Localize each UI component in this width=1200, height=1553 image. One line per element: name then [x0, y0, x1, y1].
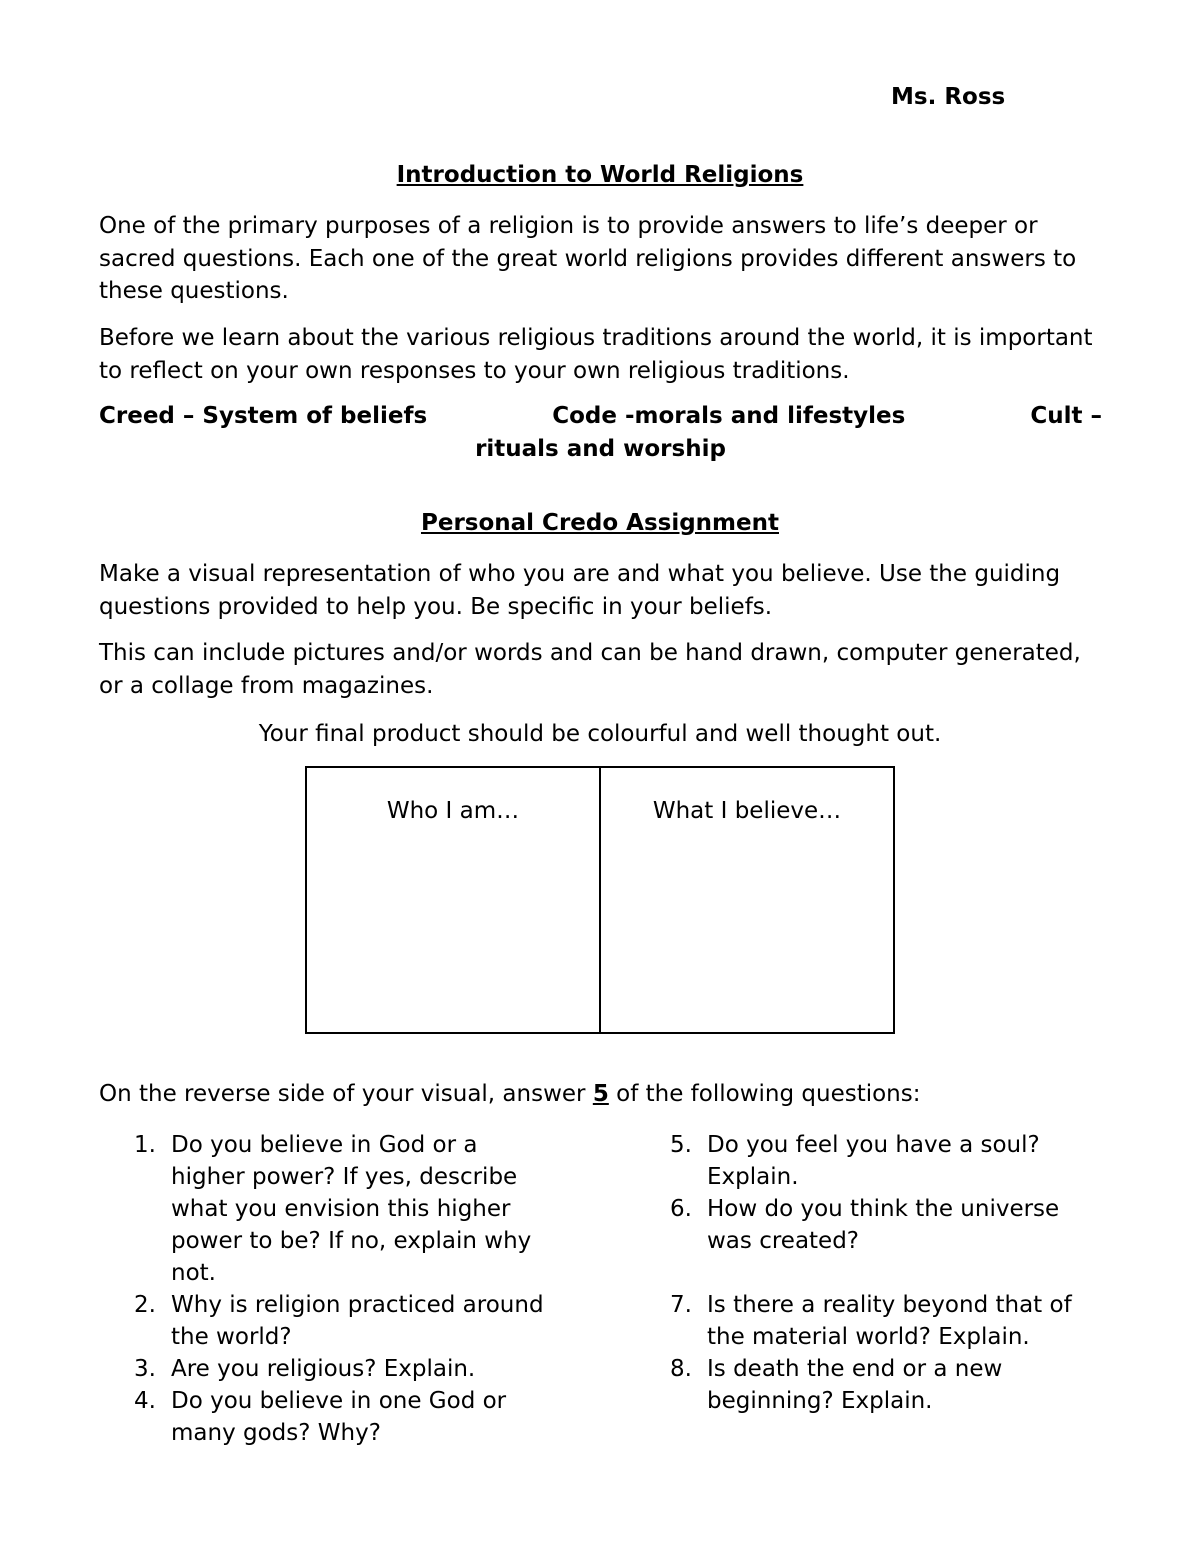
- creed-label: Creed – System of beliefs: [99, 403, 428, 429]
- questions-instruction: [99, 1081, 921, 1107]
- question-number: 7.: [670, 1292, 692, 1318]
- instruction-after: of the following questions:: [608, 1081, 921, 1107]
- question-text: Why is religion practiced around the world?: [171, 1292, 544, 1350]
- intro-title: Introduction to World Religions: [396, 162, 804, 188]
- question-text: How do you think the universe was created?: [707, 1196, 1060, 1254]
- question-item: [134, 1353, 554, 1385]
- cult-continuation: rituals and worship: [475, 435, 726, 462]
- questions-left-column: [134, 1129, 554, 1449]
- question-item: [670, 1353, 1110, 1417]
- teacher-name: Ms. Ross: [891, 84, 1006, 110]
- question-text: Do you believe in God or a higher power? If yes, describe what you envision this higher power to be? If no, explain why not.: [171, 1132, 532, 1286]
- what-i-believe-box: [599, 768, 893, 1032]
- instruction-before: On the reverse side of your visual, answer: [99, 1081, 593, 1107]
- intro-paragraph-1: One of the primary purposes of a religion is to provide answers to life’s deeper or sacred questions. Each one of the great world religions provides different answers to these questions.: [99, 213, 1077, 304]
- question-text: Do you believe in one God or many gods? Why?: [171, 1388, 507, 1446]
- question-item: [670, 1289, 1110, 1353]
- what-i-believe-label: What I believe…: [652, 798, 842, 824]
- question-number: 5.: [670, 1132, 692, 1158]
- question-text: Is there a reality beyond that of the material world? Explain.: [707, 1292, 1072, 1350]
- question-item: [134, 1289, 554, 1353]
- question-item: [134, 1129, 554, 1289]
- question-item: [670, 1129, 1110, 1193]
- assignment-title: Personal Credo Assignment: [420, 510, 779, 536]
- question-number: 4.: [134, 1388, 156, 1414]
- code-label: Code -morals and lifestyles: [552, 403, 906, 429]
- assignment-paragraph-3: Your final product should be colourful and well thought out.: [258, 721, 942, 747]
- question-number: 1.: [134, 1132, 156, 1158]
- question-number: 8.: [670, 1356, 692, 1382]
- instruction-number: 5: [592, 1081, 609, 1107]
- questions-right-column: [670, 1129, 1110, 1417]
- assignment-paragraph-2: This can include pictures and/or words and can be hand drawn, computer generated, or a collage from magazines.: [99, 640, 1081, 699]
- intro-paragraph-2: Before we learn about the various religious traditions around the world, it is important to reflect on your own responses to your own religious traditions.: [99, 325, 1093, 384]
- question-number: 3.: [134, 1356, 156, 1382]
- credo-table: [305, 766, 895, 1034]
- cult-label: Cult –: [1030, 403, 1102, 429]
- question-item: [670, 1193, 1110, 1257]
- question-text: Do you feel you have a soul? Explain.: [707, 1132, 1040, 1190]
- assignment-paragraph-1: Make a visual representation of who you are and what you believe. Use the guiding questions provided to help you. Be specific in your beliefs.: [99, 561, 1061, 620]
- question-item: [134, 1385, 554, 1449]
- three-cs: [99, 400, 1102, 465]
- question-number: 6.: [670, 1196, 692, 1222]
- who-i-am-label: Who I am…: [386, 798, 520, 824]
- who-i-am-box: [307, 768, 599, 1032]
- question-number: 2.: [134, 1292, 156, 1318]
- question-text: Is death the end or a new beginning? Explain.: [707, 1356, 1003, 1414]
- question-text: Are you religious? Explain.: [171, 1356, 476, 1382]
